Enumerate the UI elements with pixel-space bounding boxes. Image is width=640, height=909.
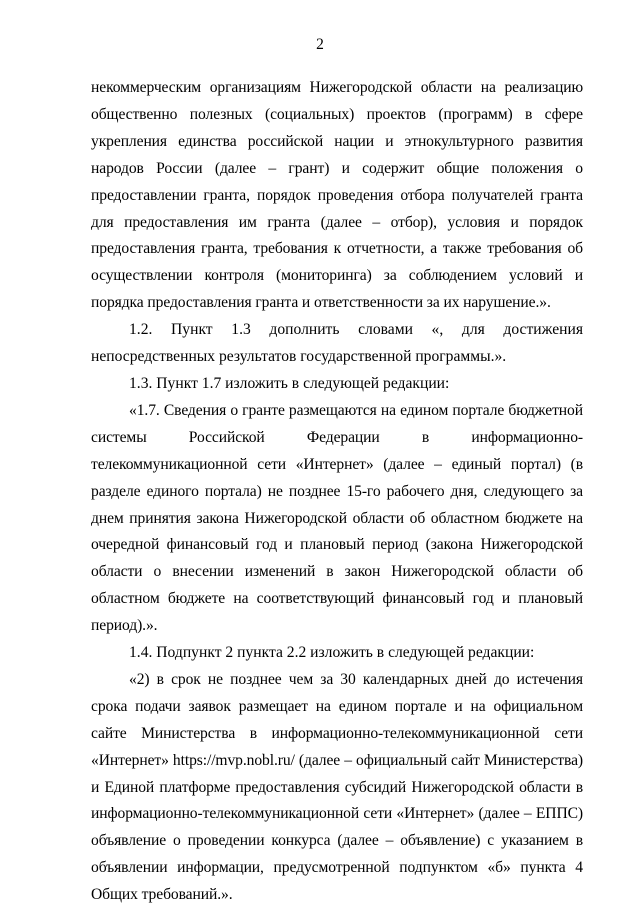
paragraph-item-1-2: 1.2. Пункт 1.3 дополнить словами «, для достижения непосредственных результатов государственной программы.».: [91, 321, 583, 366]
paragraph-subitem-2-text: «2) в срок не позднее чем за 30 календарных дней до истечения срока подачи заявок размещает на едином портале и на официальном сайте Министерства в информационно-телекоммуникационной сети «Интернет» https://mvp.nobl.ru/ (далее – официальный сайт Министерства) и Единой платформе предоставления субсидий Нижегородской области в информационно-телекоммуникационной сети «Интернет» (далее – ЕППС) объявление о проведении конкурса (далее – объявление) с указанием в объявлении информации, предусмотренной подпунктом «б» пункта 4 Общих требований.».: [91, 670, 583, 904]
document-body: [91, 75, 583, 909]
paragraph-grant-scope: некоммерческим организациям Нижегородской области на реализацию общественно полезных (социальных) проектов (программ) в сфере укрепления единства российской нации и этнокультурного развития народов России (далее – грант) и содержит общие положения о предоставлении гранта, порядок проведения отбора получателей гранта для предоставления им гранта (далее – отбор), условия и порядок предоставления гранта, требования к отчетности, а также требования об осуществлении контроля (мониторинга) за соблюдением условий и порядка предоставления гранта и ответственности за их нарушение.».: [91, 79, 583, 312]
paragraph-item-1-7-text: «1.7. Сведения о гранте размещаются на едином портале бюджетной системы Российской Федерации в информационно-телекоммуникационной сети «Интернет» (далее – единый портал) (в разделе единого портала) не позднее 15-го рабочего дня, следующего за днем принятия закона Нижегородской области об областном бюджете на очередной финансовый год и плановый период (закона Нижегородской области о внесении изменений в закон Нижегородской области об областном бюджете на соответствующий финансовый год и плановый период).».: [91, 401, 583, 635]
paragraph-item-1-3: 1.3. Пункт 1.7 изложить в следующей редакции:: [129, 374, 450, 392]
page-number: 2: [316, 36, 324, 53]
paragraph-item-1-4: 1.4. Подпункт 2 пункта 2.2 изложить в следующей редакции:: [129, 644, 535, 662]
